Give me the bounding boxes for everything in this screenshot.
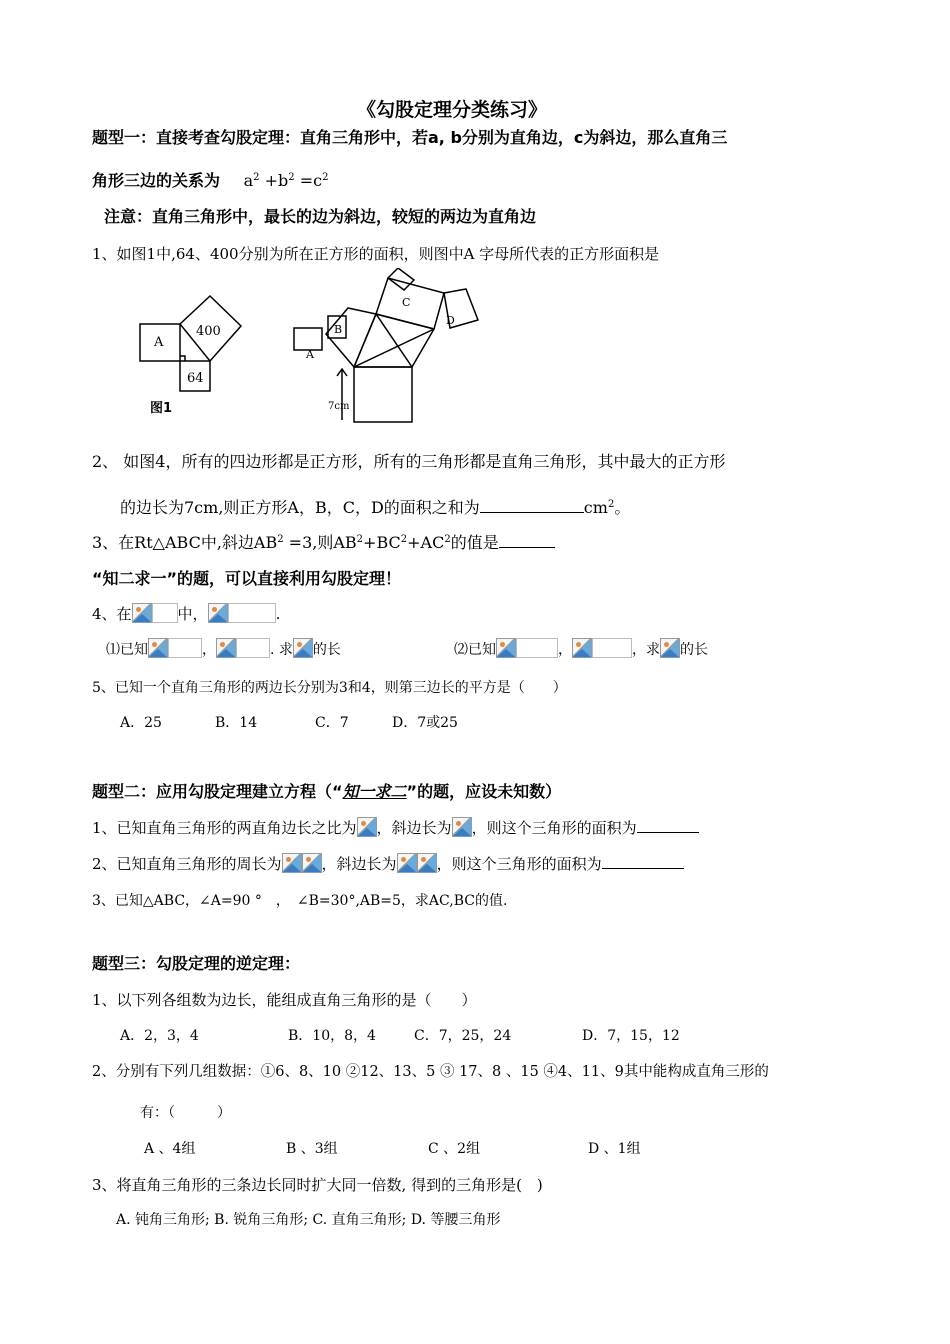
q4-1-pre: ⑴已知	[106, 642, 148, 658]
formula-image-placeholder	[516, 638, 558, 658]
exp: 2	[356, 534, 364, 545]
fig1-label-400: 400	[196, 324, 221, 339]
q4-2-pre: ⑵已知	[454, 642, 496, 658]
fig4-label-c: C	[402, 296, 411, 309]
formula-image-placeholder	[168, 638, 202, 658]
formula-image-icon	[496, 638, 516, 658]
q1-pre: 1、已知直角三角形的两直角边长之比为	[92, 819, 357, 837]
q3-2-option-b: B 、3组	[286, 1141, 338, 1157]
q3-1-option-a: A．2，3，4	[120, 1028, 199, 1044]
heading-post: ”的题，应设未知数）	[406, 782, 562, 801]
formula-image-icon	[452, 817, 472, 837]
fig1-label-64: 64	[187, 371, 204, 386]
question-1-4	[92, 603, 280, 624]
q4-end: .	[275, 605, 281, 623]
q4-1-end: 的长	[312, 642, 341, 658]
question-2-1	[92, 817, 699, 838]
figure-1	[130, 290, 260, 430]
q3-mid: =3,则AB	[283, 533, 357, 552]
formula-image-icon	[660, 638, 680, 658]
question-3-1: 1、以下列各组数为边长，能组成直角三角形的是（ ）	[92, 991, 477, 1009]
exp: 2	[400, 534, 408, 545]
figure-4	[290, 268, 490, 428]
question-1-2-cont	[120, 493, 630, 520]
question-3-3: 3、将直角三角形的三条边长同时扩大同一倍数, 得到的三角形是( )	[92, 1176, 543, 1194]
inner-line	[354, 329, 434, 367]
q2-end: ，则这个三角形的面积为	[436, 855, 602, 873]
q5-option-d: D．7或25	[392, 715, 458, 731]
section1-heading-cont	[92, 168, 328, 191]
formula-image-icon	[417, 853, 437, 873]
q4-pre: 4、在	[92, 605, 132, 623]
formula-image-icon	[293, 638, 313, 658]
q3-mid2: +BC	[363, 533, 401, 552]
unit-exp: 2	[607, 499, 615, 510]
section1-heading: 题型一：直接考查勾股定理：直角三角形中，若a, b分别为直角边，c为斜边，那么直角三	[92, 128, 728, 147]
q2-end: 。	[614, 498, 631, 517]
tip: “知二求一”的题，可以直接利用勾股定理！	[92, 569, 402, 588]
fig1-label-a: A	[154, 335, 164, 350]
sep: ，	[202, 642, 216, 658]
q4-2-mid: ，求	[632, 642, 660, 658]
q5-option-a: A．25	[120, 715, 162, 731]
q4-mid: 中，	[177, 605, 208, 623]
q3-mid3: +AC	[407, 533, 445, 552]
formula-image-icon	[148, 638, 168, 658]
question-1-4-2	[454, 638, 708, 660]
question-1-2: 2、 如图4，所有的四边形都是正方形，所有的三角形都是直角三角形，其中最大的正方形	[92, 452, 726, 471]
q2-text: 的边长为7cm,则正方形A，B，C，D的面积之和为	[120, 498, 480, 517]
question-1-3	[92, 530, 555, 553]
question-3-2-cont: 有：（ ）	[140, 1105, 231, 1121]
q5-option-c: C．7	[315, 715, 349, 731]
formula-image-icon	[208, 603, 228, 623]
answer-blank[interactable]	[602, 853, 684, 869]
sep: ，	[558, 642, 572, 658]
formula-image-icon	[132, 603, 152, 623]
q1-end: ，则这个三角形的面积为	[471, 819, 637, 837]
q3-1-option-d: D．7，15，12	[582, 1028, 680, 1044]
fig4-label-d: D	[446, 314, 455, 327]
q4-2-end: 的长	[680, 642, 708, 658]
formula-b: +b	[264, 171, 289, 190]
q4-1-mid: . 求	[270, 642, 293, 658]
formula-image-icon	[216, 638, 236, 658]
fig4-dimension: 7cm	[328, 401, 350, 412]
heading-text: 角形三边的关系为	[92, 171, 221, 190]
formula-image-placeholder	[592, 638, 632, 658]
q5-option-b: B．14	[215, 715, 258, 731]
q2-mid: ，斜边长为	[321, 855, 397, 873]
page-title: 《勾股定理分类练习》	[357, 99, 548, 121]
q3-end: 的值是	[450, 533, 499, 552]
question-2-3: 3、已知△ABC，∠A=90 ° ， ∠B=30°,AB=5，求AC,BC的值.	[92, 893, 508, 909]
q3-3-options: A. 钝角三角形; B. 锐角三角形; C. 直角三角形; D. 等腰三角形	[116, 1212, 501, 1228]
q3-2-option-a: A 、4组	[144, 1141, 196, 1157]
formula-image-icon	[397, 853, 417, 873]
q3-1-option-c: C．7，25，24	[414, 1028, 512, 1044]
formula-image-icon	[302, 853, 322, 873]
question-1-4-1	[106, 638, 341, 660]
formula-image-placeholder	[228, 603, 276, 623]
formula-exp: 2	[322, 172, 329, 183]
formula-image-icon	[357, 817, 377, 837]
formula-image-placeholder	[236, 638, 270, 658]
answer-blank[interactable]	[480, 497, 584, 513]
fig1-caption: 图1	[150, 401, 173, 416]
answer-blank[interactable]	[499, 532, 555, 548]
formula-a: a	[243, 171, 254, 190]
question-1-1: 1、如图1中,64、400分别为所在正方形的面积，则图中A 字母所代表的正方形面积是	[92, 245, 660, 263]
largest-square	[354, 367, 412, 422]
pythagorean-formula	[244, 171, 329, 190]
formula-exp: 2	[288, 172, 295, 183]
q2-unit: cm	[583, 498, 608, 517]
heading-emphasis: 知一求二	[342, 782, 407, 801]
q3-pre: 3、在Rt△ABC中,斜边AB	[92, 533, 278, 552]
question-2-2	[92, 853, 684, 874]
section3-heading: 题型三：勾股定理的逆定理：	[92, 954, 301, 973]
q1-mid: ，斜边长为	[376, 819, 452, 837]
formula-exp: 2	[253, 172, 260, 183]
q3-2-option-c: C 、2组	[428, 1141, 481, 1157]
exp: 2	[277, 534, 284, 545]
answer-blank[interactable]	[637, 817, 699, 833]
q2-pre: 2、已知直角三角形的周长为	[92, 855, 282, 873]
exp: 2	[444, 534, 451, 545]
fig4-label-a: A	[306, 348, 314, 361]
formula-c: =c	[299, 171, 323, 190]
note: 注意：直角三角形中，最长的边为斜边，较短的两边为直角边	[104, 207, 537, 226]
q3-2-option-d: D 、1组	[588, 1141, 641, 1157]
q3-1-option-b: B．10，8，4	[288, 1028, 376, 1044]
formula-image-icon	[572, 638, 592, 658]
square-a-small	[294, 328, 322, 350]
section2-heading	[92, 782, 561, 802]
question-3-2: 2、分别有下列几组数据：①6、8、10 ②12、13、5 ③ 17、8 、15 ④4、11、9其中能构成直角三形的	[92, 1064, 769, 1080]
heading-pre: 题型二：应用勾股定理建立方程（“	[92, 782, 343, 801]
fig4-label-b: B	[334, 323, 343, 336]
formula-image-placeholder	[152, 603, 178, 623]
question-1-5: 5、已知一个直角三角形的两边长分别为3和4，则第三边长的平方是（ ）	[92, 680, 567, 696]
formula-image-icon	[282, 853, 302, 873]
